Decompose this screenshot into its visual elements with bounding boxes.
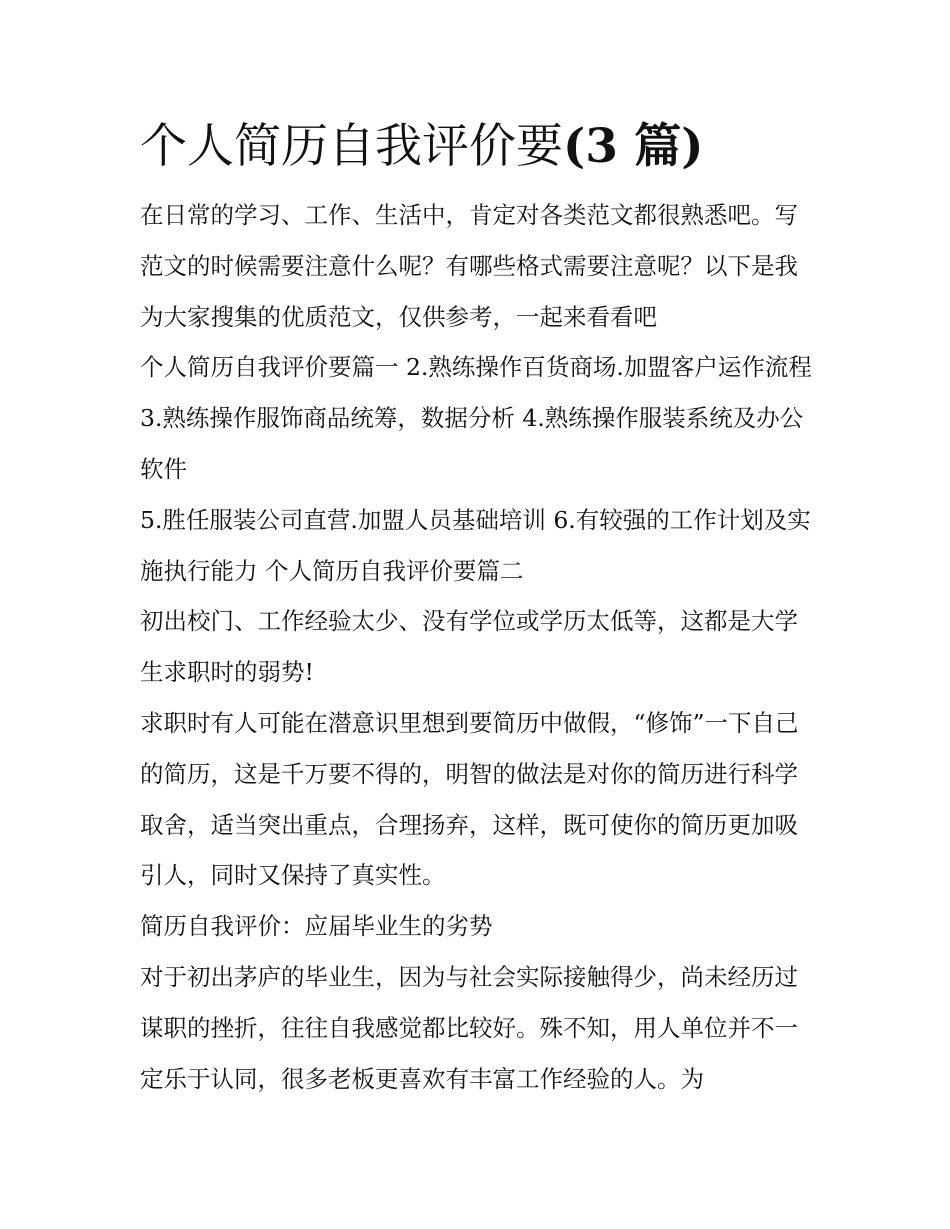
section-one-paragraph: 个人简历自我评价要篇一 2.熟练操作百货商场.加盟客户运作流程 3.熟练操作服饰商品统筹，数据分析 4.熟练操作服装系统及办公软件 <box>140 353 812 483</box>
honesty-paragraph: 求职时有人可能在潜意识里想到要简历中做假，“修饰”一下自己的简历，这是千万要不得的，明智的做法是对你的简历进行科学取舍，适当突出重点，合理扬弃，这样，既可使你的简历更加吸引人，同时又保持了真实性。 <box>140 708 799 890</box>
skills-paragraph: 5.胜任服装公司直营.加盟人员基础培训 6.有较强的工作计划及实施执行能力 个人简历自我评价要篇二 <box>140 505 811 585</box>
weakness-paragraph: 初出校门、工作经验太少、没有学位或学历太低等，这都是大学生求职时的弱势! <box>140 607 798 687</box>
document-title <box>140 112 820 190</box>
graduate-paragraph: 对于初出茅庐的毕业生，因为与社会实际接触得少，尚未经历过谋职的挫折，往往自我感觉都比较好。殊不知，用人单位并不一定乐于认同，很多老板更喜欢有丰富工作经验的人。为 <box>140 962 798 1093</box>
title-count: (3 篇) <box>563 119 704 174</box>
intro-paragraph: 在日常的学习、工作、生活中，肯定对各类范文都很熟悉吧。写范文的时候需要注意什么呢？有哪些格式需要注意呢？以下是我为大家搜集的优质范文，仅供参考，一起来看看吧 <box>140 201 798 331</box>
subheading-paragraph: 简历自我评价：应届毕业生的劣势 <box>140 912 493 941</box>
title-text: 个人简历自我评价要 <box>140 119 563 174</box>
document-body <box>140 112 820 1104</box>
